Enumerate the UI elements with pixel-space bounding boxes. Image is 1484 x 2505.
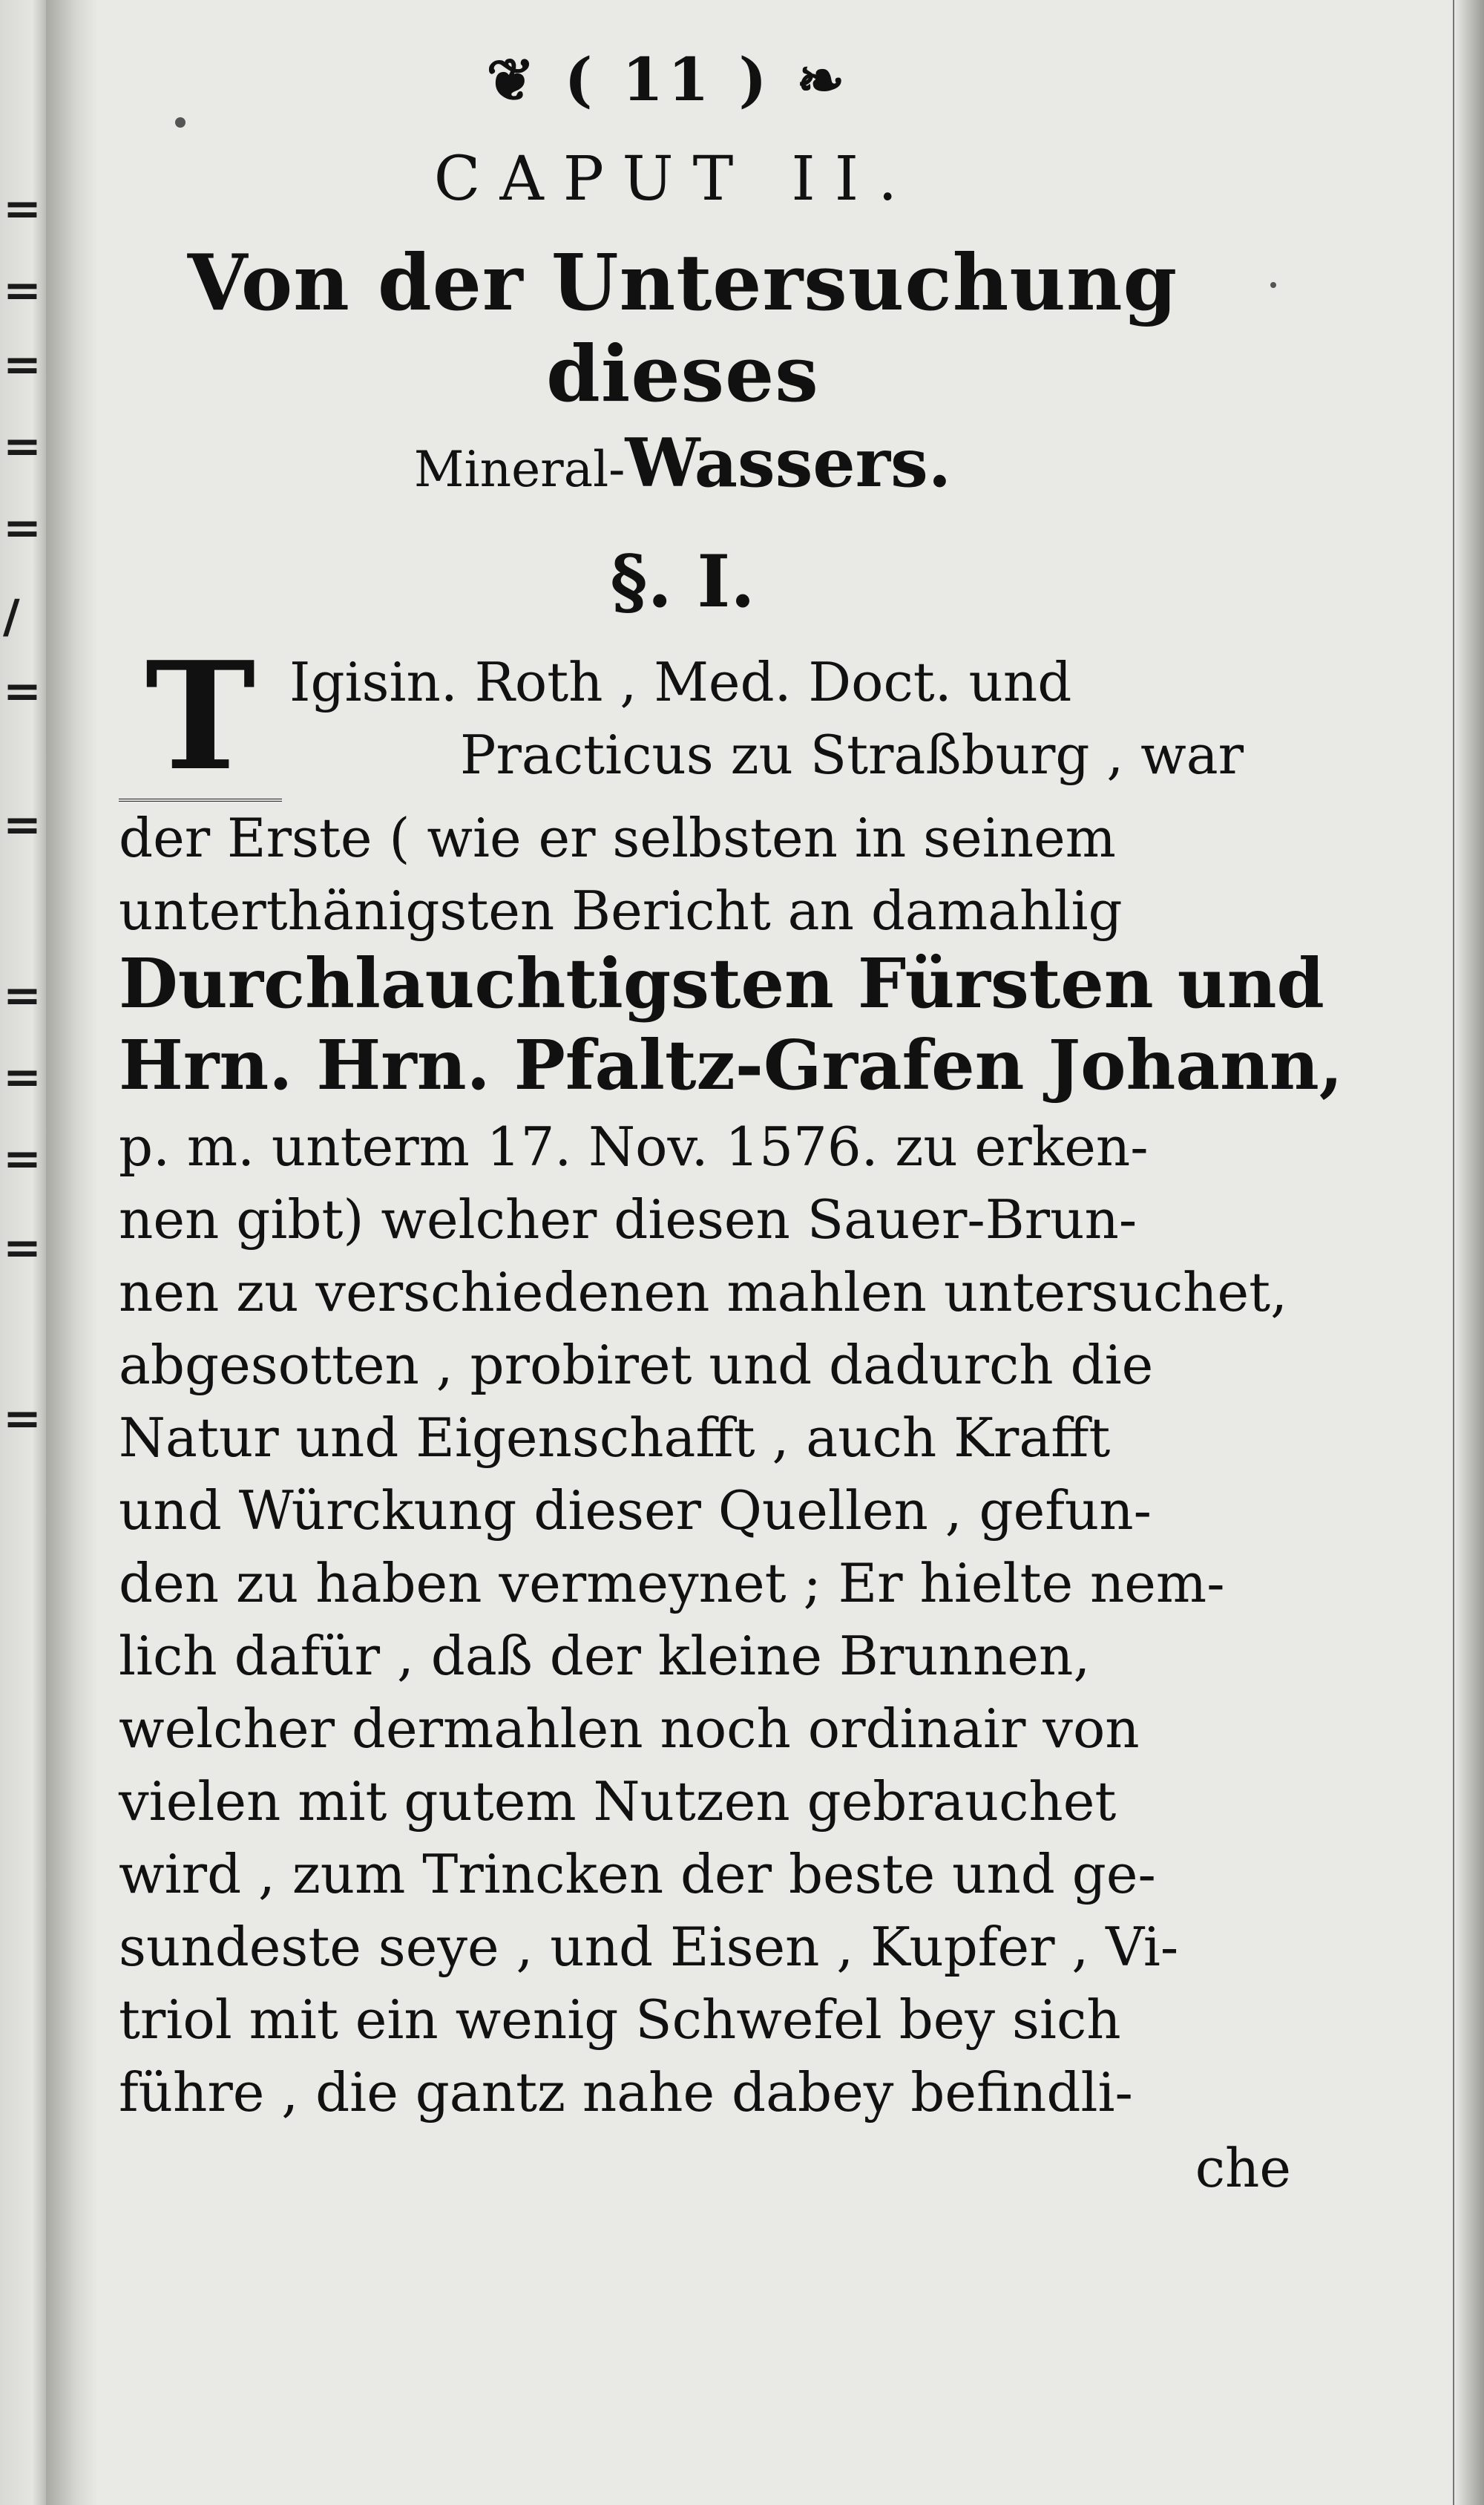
page-edge bbox=[1453, 0, 1484, 2505]
text-line: und Würckung dieser Quellen , gefun- bbox=[119, 1479, 1152, 1542]
text-line: der Erste ( wie er selbsten in seinem bbox=[119, 807, 1116, 869]
text-line: wird , zum Trincken der beste und ge- bbox=[119, 1843, 1156, 1905]
catchword: che bbox=[1195, 2137, 1291, 2199]
text-line: triol mit ein wenig Schwefel bey sich bbox=[119, 1988, 1121, 2051]
running-head bbox=[30, 45, 1306, 114]
text-line: führe , die gantz nahe dabey befindli- bbox=[119, 2061, 1133, 2123]
left-ornament-icon: ❦ bbox=[486, 47, 539, 114]
chapter-heading: CAPUT II. bbox=[433, 144, 917, 215]
text-line: abgesotten , probiret und dadurch die bbox=[119, 1334, 1154, 1396]
right-ornament-icon: ❧ bbox=[796, 47, 850, 114]
page-content bbox=[119, 45, 1343, 2204]
body-text bbox=[119, 629, 1343, 2204]
text-line: Practicus zu Straßburg , war bbox=[460, 724, 1244, 786]
text-line: welcher dermahlen noch ordinair von bbox=[119, 1697, 1140, 1760]
text-line: unterthänigsten Bericht an damahlig bbox=[119, 880, 1123, 942]
text-line: Natur und Eigenschafft , auch Krafft bbox=[119, 1407, 1111, 1469]
text-line: p. m. unterm 17. Nov. 1576. zu erken- bbox=[119, 1116, 1149, 1178]
text-line: nen zu verschiedenen mahlen untersuchet, bbox=[119, 1261, 1287, 1323]
chapter-title-line1: Von der Untersuchung dieses bbox=[187, 237, 1178, 419]
drop-cap: T bbox=[119, 650, 282, 802]
text-line: den zu haben vermeynet ; Er hielte nem- bbox=[119, 1552, 1225, 1614]
facing-page-edge: = = = = = / = = = = = = = bbox=[0, 0, 48, 2505]
text-line: nen gibt) welcher diesen Sauer-Brun- bbox=[119, 1188, 1137, 1251]
page-number: ( 11 ) bbox=[564, 45, 772, 114]
title-latin-word: Mineral- bbox=[413, 441, 626, 498]
text-line: vielen mit gutem Nutzen gebrauchet bbox=[119, 1770, 1117, 1833]
chapter-title-line2 bbox=[59, 424, 1306, 502]
text-line: Hrn. Hrn. Pfaltz-Grafen Johann, bbox=[119, 1025, 1343, 1105]
text-line: Igisin. Roth , Med. Doct. und bbox=[289, 651, 1072, 713]
text-line: Durchlauchtigsten Fürsten und bbox=[119, 943, 1324, 1024]
section-heading: §. I. bbox=[610, 540, 755, 623]
text-line: lich dafür , daß der kleine Brunnen, bbox=[119, 1625, 1091, 1687]
text-line: sundeste seye , und Eisen , Kupfer , Vi- bbox=[119, 1916, 1179, 1978]
title-rest: Wassers. bbox=[625, 424, 952, 502]
